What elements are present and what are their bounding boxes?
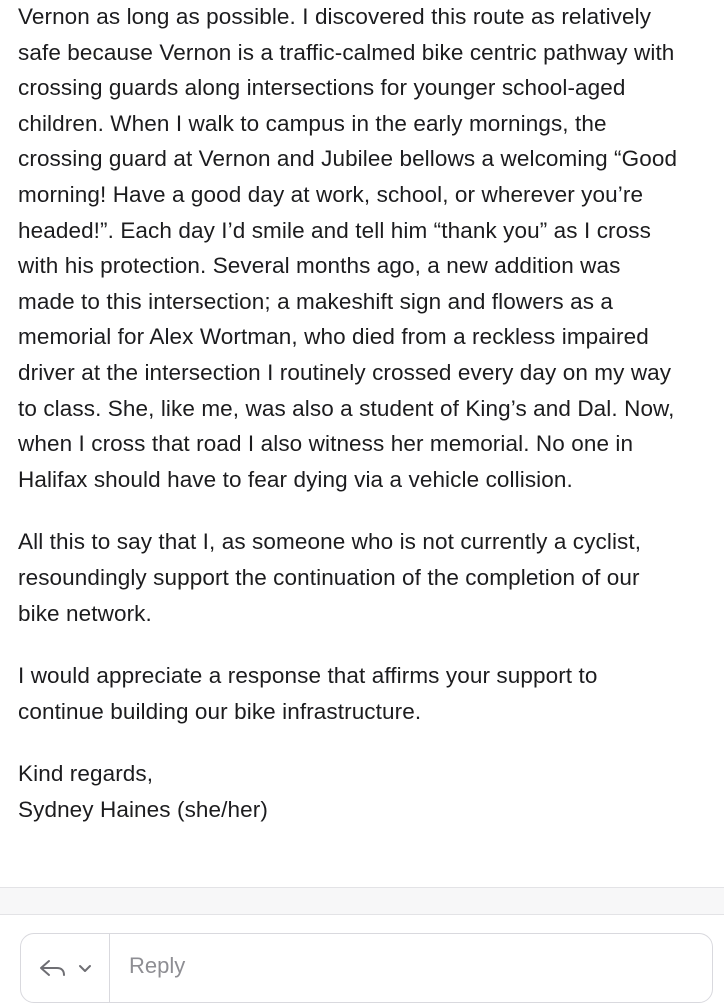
email-text-line: crossing guard at Vernon and Jubilee bellows a welcoming “Good: [18, 146, 678, 172]
sender-name: Sydney Haines (she/her): [18, 796, 268, 822]
email-paragraph-1: [18, 0, 718, 497]
email-text-line: memorial for Alex Wortman, who died from a reckless impaired: [18, 324, 649, 350]
email-paragraph-3: [18, 658, 718, 729]
email-text-line: headed!”. Each day I’d smile and tell him “thank you” as I cross: [18, 217, 651, 243]
reply-options-button[interactable]: [21, 934, 110, 1002]
email-text-line: when I cross that road I also witness her memorial. No one in: [18, 431, 634, 457]
email-text-line: crossing guards along intersections for younger school-aged: [18, 75, 626, 101]
email-text-line: made to this intersection; a makeshift sign and flowers as a: [18, 288, 614, 314]
email-text-line: with his protection. Several months ago, a new addition was: [18, 253, 621, 279]
email-text-line: driver at the intersection I routinely crossed every day on my way: [18, 359, 672, 385]
email-text-line: resoundingly support the continuation of the completion of our: [18, 564, 640, 590]
chevron-down-icon[interactable]: [77, 960, 93, 976]
email-text-line: children. When I walk to campus in the early mornings, the: [18, 110, 607, 136]
email-text-line: to class. She, like me, was also a student of King’s and Dal. Now,: [18, 395, 675, 421]
email-text-line: safe because Vernon is a traffic-calmed bike centric pathway with: [18, 39, 675, 65]
email-text-line: Vernon as long as possible. I discovered this route as relatively: [18, 4, 652, 29]
email-text-line: bike network.: [18, 600, 152, 626]
signoff-line: Kind regards,: [18, 761, 154, 787]
email-signoff: [18, 756, 718, 827]
email-text-line: continue building our bike infrastructure.: [18, 698, 422, 724]
reply-bar[interactable]: [20, 933, 713, 1003]
reply-input[interactable]: Reply: [129, 953, 186, 978]
footer-band: [0, 888, 724, 914]
email-body: [18, 0, 718, 827]
email-paragraph-2: [18, 524, 718, 631]
email-text-line: I would appreciate a response that affirms your support to: [18, 663, 598, 689]
reply-arrow-icon[interactable]: [37, 956, 69, 980]
email-text-line: Halifax should have to fear dying via a vehicle collision.: [18, 466, 573, 492]
divider: [0, 914, 724, 915]
email-text-line: morning! Have a good day at work, school, or wherever you’re: [18, 181, 644, 207]
email-text-line: All this to say that I, as someone who is not currently a cyclist,: [18, 529, 642, 555]
